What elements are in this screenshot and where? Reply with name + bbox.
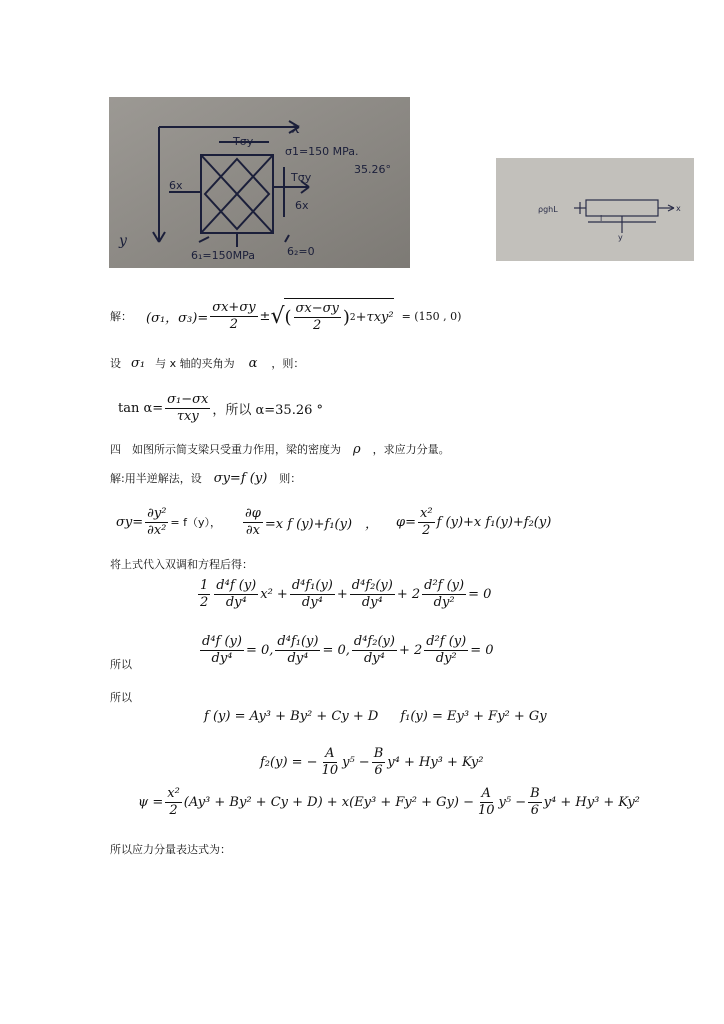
partial-y-fraction xyxy=(145,506,168,539)
phi-rhs: f (y)+x f₁(y)+f₂(y) xyxy=(436,514,552,530)
psi-function xyxy=(138,782,640,822)
rho-symbol: ρ xyxy=(353,441,361,457)
equals-f-y: = f（y）， xyxy=(170,516,222,529)
so-label-2-row xyxy=(110,688,132,706)
so-label-1: 所以 xyxy=(110,658,132,671)
stress-element-photo xyxy=(109,97,410,268)
psi-tail: y⁴ + Hy³ + Ky² xyxy=(543,794,640,810)
b-num: B xyxy=(373,745,384,761)
d4f2-num: d⁴f₂(y) xyxy=(351,577,393,593)
sigma1-symbol: σ₁ xyxy=(131,355,146,371)
semi-inverse-line xyxy=(110,468,301,488)
sqrt-sign: √ xyxy=(270,303,285,329)
let-text: 设 xyxy=(110,357,121,370)
alpha-result: ，所以 α=35.26 ° xyxy=(212,402,323,418)
tau-right-label: Tσy xyxy=(291,171,312,184)
d2f-den: dy² xyxy=(433,594,455,610)
psi-a-num: A xyxy=(481,785,491,801)
half-fraction xyxy=(198,578,210,611)
psi-middle: (Ay³ + By² + Cy + D) + x(Ey³ + Fy² + Gy) − xyxy=(183,794,474,810)
problem-four-statement xyxy=(110,440,450,458)
partial-phi-fraction xyxy=(243,506,263,539)
f2-lhs: f₂(y) = − xyxy=(260,754,318,770)
left-sigma-label: 6x xyxy=(169,179,183,192)
half-den: 2 xyxy=(200,594,209,610)
psi-lhs: ψ = xyxy=(138,794,164,810)
a-over-10 xyxy=(320,746,341,779)
separated-equations xyxy=(110,628,494,672)
d4f2-den: dy⁴ xyxy=(361,594,383,610)
d4f1-num: d⁴f₁(y) xyxy=(291,577,333,593)
half-diff-num: σx−σy xyxy=(295,301,339,316)
mean-stress-fraction xyxy=(210,300,257,333)
psi-x2-den: 2 xyxy=(169,802,178,818)
eq9-d4f1-fraction xyxy=(275,634,320,667)
solution-prefix: 解： xyxy=(110,310,132,323)
tan-lhs: tan α= xyxy=(118,400,164,416)
y5-minus: y⁵ − xyxy=(342,754,370,770)
partial-phi-rhs: =x f (y)+f₁(y) ， xyxy=(264,516,379,532)
sigma-y-assumption: σy=f (y) xyxy=(213,470,268,486)
f2-polynomial xyxy=(260,742,483,782)
d4f-num: d⁴f (y) xyxy=(216,577,257,593)
problem-text: 四 如图所示简支梁只受重力作用，梁的密度为 xyxy=(110,443,341,456)
eq9-d2f-fraction xyxy=(424,634,468,667)
half-num: 1 xyxy=(200,577,209,593)
eq9-d4f2-num: d⁴f₂(y) xyxy=(353,633,395,649)
principal-result: = (150 , 0) xyxy=(401,309,462,323)
plus-sign: + xyxy=(336,586,348,602)
mean-den: 2 xyxy=(229,316,239,332)
eq9-d4f1-den: dy⁴ xyxy=(287,650,309,666)
partial-phi-den: ∂x xyxy=(245,522,260,538)
psi-b-num: B xyxy=(530,785,540,801)
b-den: 6 xyxy=(374,762,383,778)
angle-text: 与 x 轴的夹角为 xyxy=(155,357,235,370)
semi-inverse-text: 解:用半逆解法，设 xyxy=(110,472,202,485)
psi-x2-half xyxy=(165,786,182,819)
stress-components-text: 所以应力分量表达式为： xyxy=(110,843,231,856)
x2-num: x² xyxy=(420,505,433,521)
eq9-d2f-num: d²f (y) xyxy=(426,633,467,649)
tau-top-label: Tσy xyxy=(233,135,254,148)
stress-element-sketch xyxy=(109,97,410,268)
then-text: ，则： xyxy=(271,357,305,370)
principal-stress-equation xyxy=(110,296,461,336)
d4f-fraction xyxy=(214,578,258,611)
substitute-label: 将上式代入双调和方程后得： xyxy=(110,558,253,571)
beam-y-label: y xyxy=(618,233,623,242)
b-over-6 xyxy=(372,746,386,779)
d2f-fraction xyxy=(422,578,466,611)
psi-b-over-6 xyxy=(528,786,542,819)
sigma-y-lhs: σy= xyxy=(116,514,144,530)
psi-x2-num: x² xyxy=(167,785,180,801)
tau-squared: +τxy² xyxy=(355,310,394,325)
sigma1-bottom-label: 6₁=150MPa xyxy=(191,249,255,262)
partial-y-num: ∂y² xyxy=(147,505,167,521)
x-squared-half xyxy=(418,506,435,539)
eq9-d4f2-fraction xyxy=(352,634,397,667)
psi-y5: y⁵ − xyxy=(498,794,527,810)
so-label-2: 所以 xyxy=(110,691,132,704)
eq9-d4f2-den: dy⁴ xyxy=(363,650,385,666)
f2-tail: y⁴ + Hy³ + Ky² xyxy=(387,754,484,770)
eq9-d4f-fraction xyxy=(200,634,244,667)
psi-b-den: 6 xyxy=(530,802,540,818)
then-text-2: 则： xyxy=(279,472,302,485)
eq9-d4f-num: d⁴f (y) xyxy=(202,633,242,649)
sigma1-label: σ1=150 MPa. xyxy=(285,145,359,158)
eq9-zero-1: = 0, xyxy=(245,642,274,658)
phi-lhs: φ= xyxy=(396,514,417,530)
angle-definition-line xyxy=(110,354,304,372)
eq9-d4f-den: dy⁴ xyxy=(211,650,233,666)
x-axis-label: x xyxy=(292,121,300,137)
d4f1-den: dy⁴ xyxy=(301,594,323,610)
y-axis-label: y xyxy=(119,233,127,249)
stress-function-derivation xyxy=(116,502,551,542)
plus-minus: ± xyxy=(259,308,271,324)
principal-lhs: (σ₁，σ₃)= xyxy=(146,310,209,326)
problem-text-end: ，求应力分量。 xyxy=(372,443,450,456)
eq9-plus-two: + 2 xyxy=(398,642,423,658)
a-den: 10 xyxy=(321,762,339,778)
tan-den: τxy xyxy=(176,408,199,424)
sigma-x-right-label: 6x xyxy=(295,199,309,212)
angle-label: 35.26° xyxy=(354,163,391,176)
x2-den: 2 xyxy=(422,522,431,538)
f-polynomials xyxy=(204,706,547,726)
d4f-den: dy⁴ xyxy=(225,594,247,610)
d2f-num: d²f (y) xyxy=(424,577,465,593)
psi-a-den: 10 xyxy=(477,802,495,818)
beam-sketch xyxy=(496,158,694,261)
substitute-text xyxy=(110,555,253,573)
d4f2-fraction xyxy=(350,578,395,611)
a-num: A xyxy=(325,745,335,761)
x-squared-plus: x² + xyxy=(260,586,288,602)
d4f1-fraction xyxy=(290,578,335,611)
half-diff-den: 2 xyxy=(313,318,322,333)
partial-phi-num: ∂φ xyxy=(245,505,261,521)
tan-alpha-equation xyxy=(118,390,323,426)
beam-photo xyxy=(496,158,694,261)
f-polynomial: f (y) = Ay³ + By² + Cy + D xyxy=(204,708,379,724)
equals-zero: = 0 xyxy=(468,586,492,602)
rho-label: ρghL xyxy=(538,205,558,214)
eq9-zero-2: = 0, xyxy=(322,642,350,658)
psi-a-over-10 xyxy=(476,786,497,819)
partial-y-den: ∂x² xyxy=(147,522,167,538)
tan-fraction xyxy=(165,392,210,425)
f1-polynomial: f₁(y) = Ey³ + Fy² + Gy xyxy=(400,708,547,724)
beam-l-label: l xyxy=(600,214,603,223)
beam-x-label: x xyxy=(676,204,681,213)
sigma2-bottom-label: 6₂=0 xyxy=(287,245,315,258)
biharmonic-equation xyxy=(196,572,491,616)
alpha-symbol: α xyxy=(248,355,258,371)
half-diff-fraction xyxy=(294,301,341,334)
eq9-d4f1-num: d⁴f₁(y) xyxy=(277,633,319,649)
sqrt-body: ( $\frac{\sigma x-\sigma y}{2}$ ) 2 +τxy² xyxy=(284,298,393,334)
plus-two: + 2 xyxy=(396,586,421,602)
eq9-d2f-den: dy² xyxy=(435,650,457,666)
stress-components-heading xyxy=(110,840,231,858)
eq9-equals-zero: = 0 xyxy=(470,642,494,658)
mean-num: σx+σy xyxy=(212,299,256,315)
tan-num: σ₁−σx xyxy=(167,391,209,407)
